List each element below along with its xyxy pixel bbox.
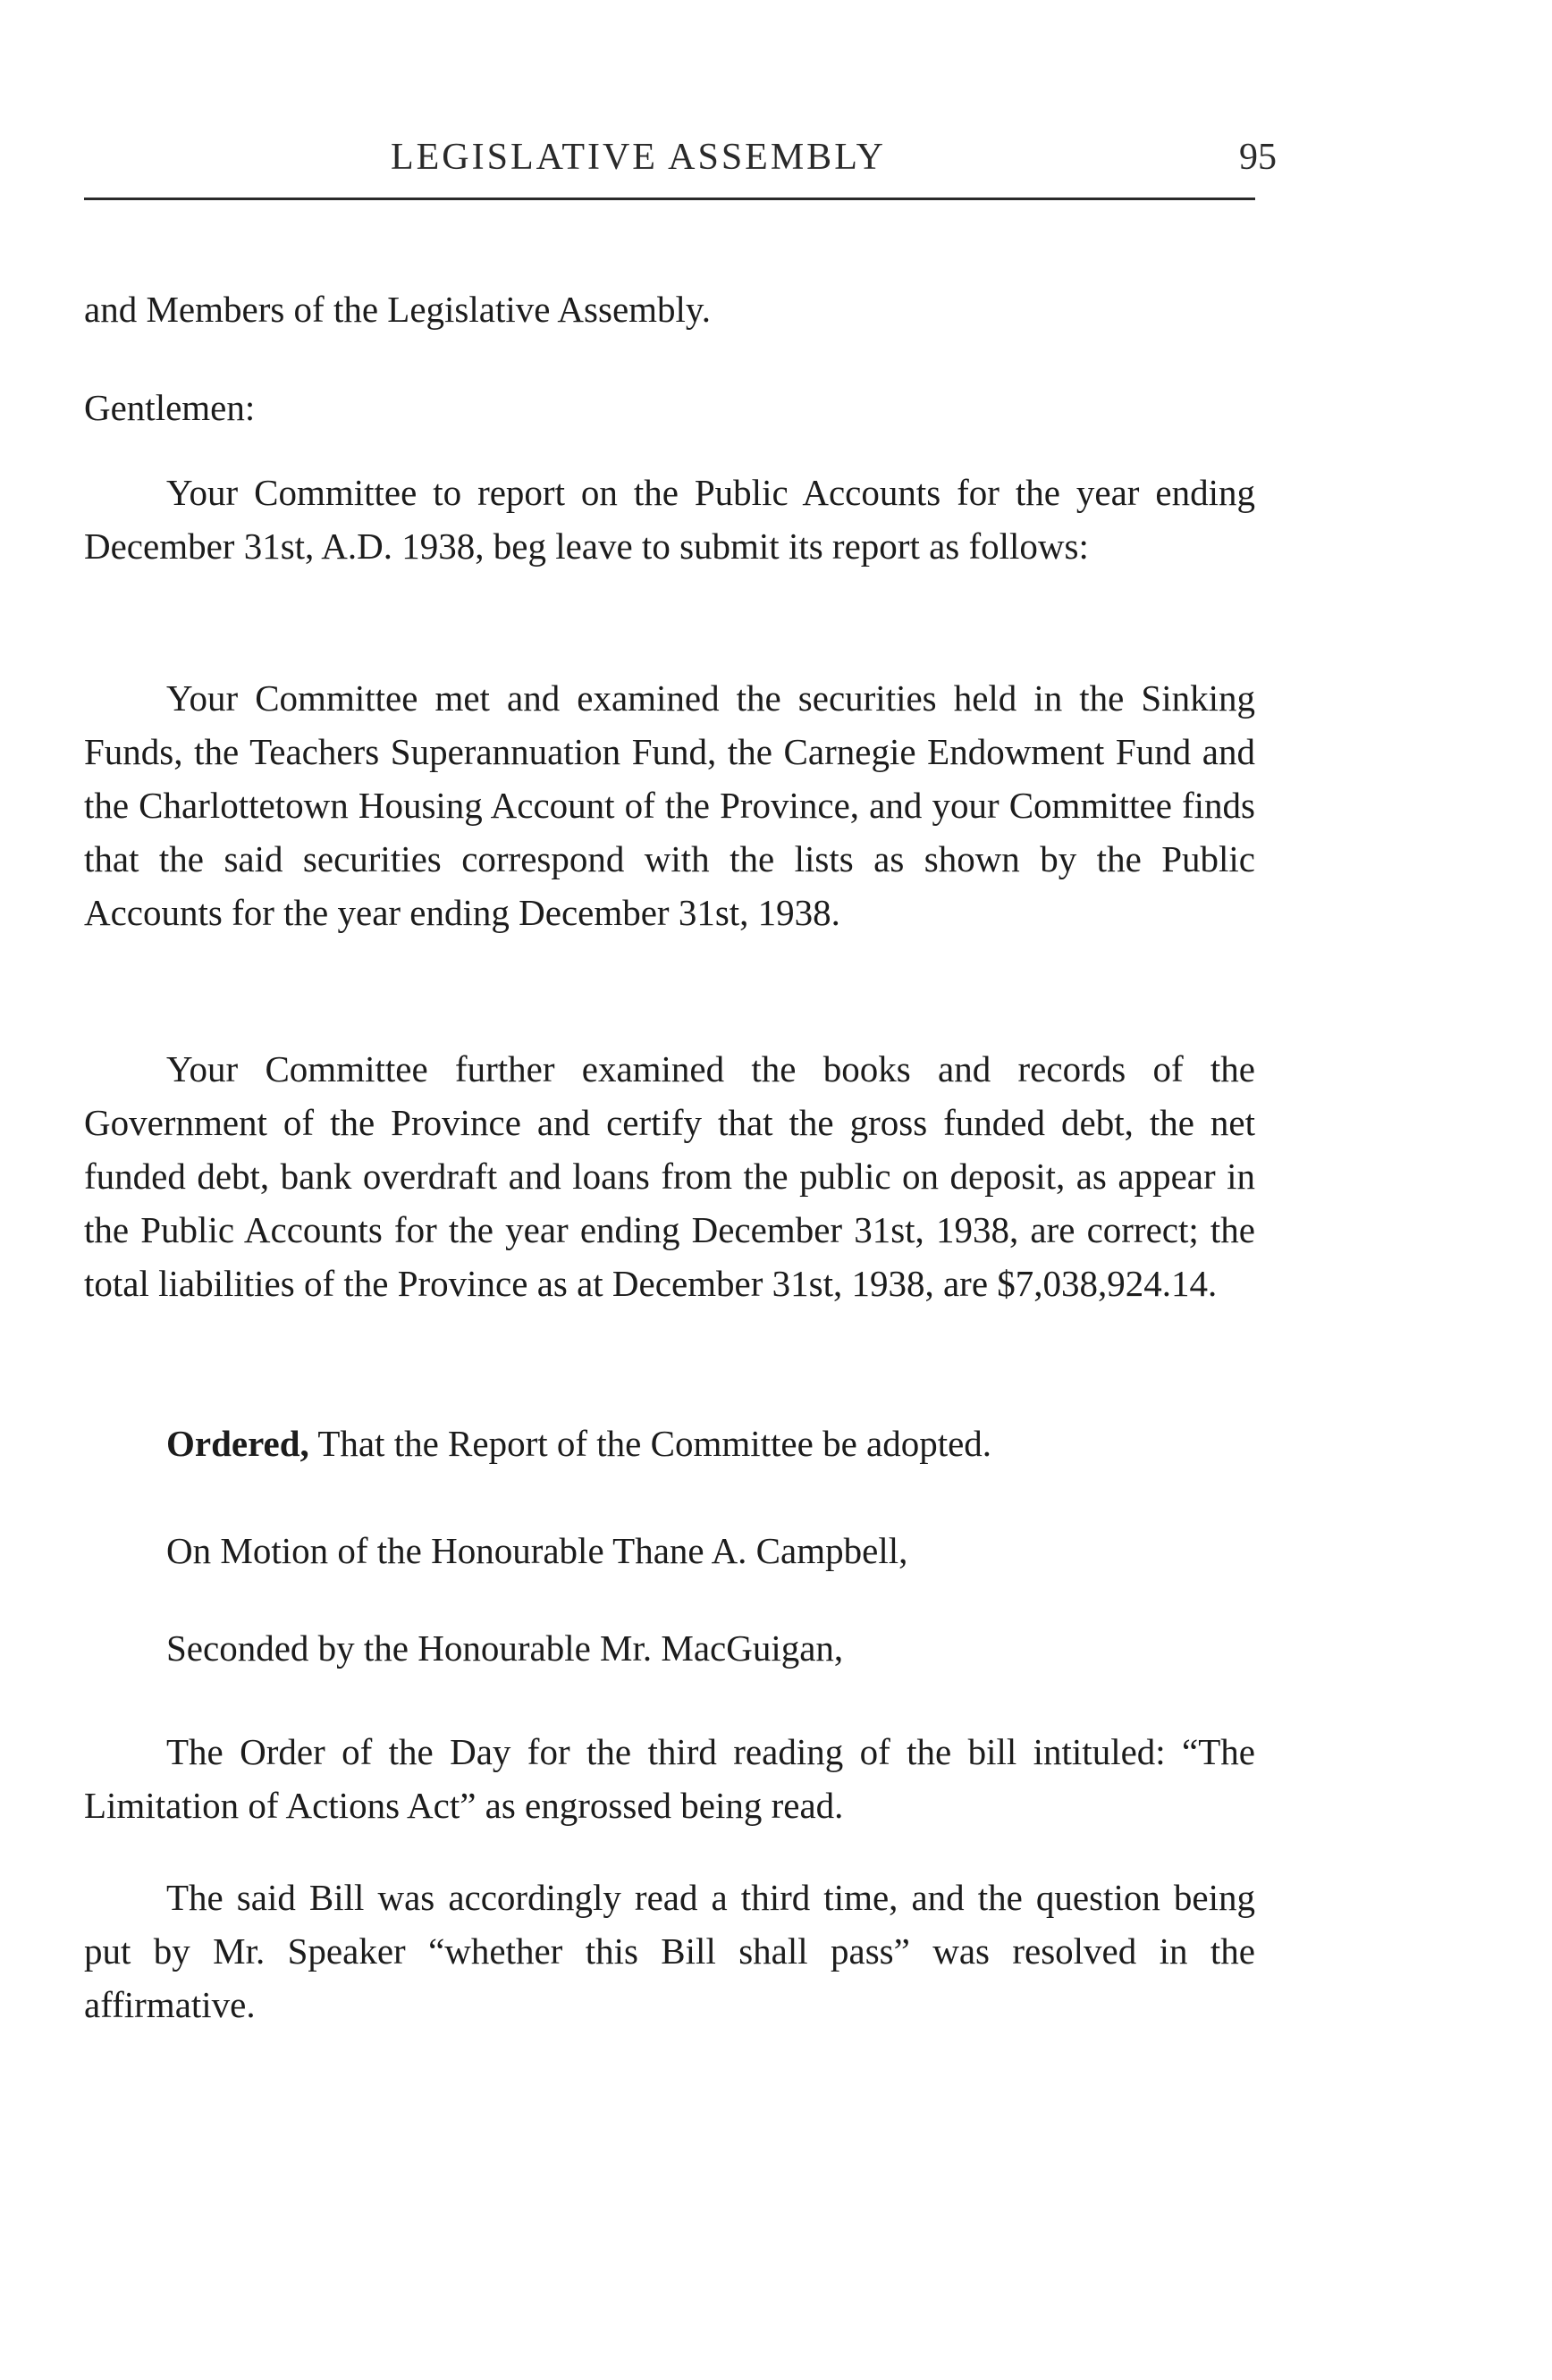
paragraph-books-and-records: Your Committee further examined the books and records of the Government of the Province and certify that the gross funded debt, the net funded debt, bank overdraft and loans from the public on deposit, as appear in the Public Accounts for the year ending December 31st, 1938, are correct; the total liabilities of the Province as at December 31st, 1938, are $7,038,924.14. bbox=[84, 1048, 1255, 1304]
seconded-line: Seconded by the Honourable Mr. MacGuigan, bbox=[166, 1627, 844, 1669]
header-rule bbox=[84, 198, 1255, 200]
greeting: Gentlemen: bbox=[84, 387, 256, 428]
ordered-text: That the Report of the Committee be adopted. bbox=[317, 1423, 992, 1464]
paragraph-bill-passed: The said Bill was accordingly read a third time, and the question being put by Mr. Speaker “whether this Bill shall pass” was resolved in the affirmative. bbox=[84, 1877, 1255, 2025]
paragraph-report-intro: Your Committee to report on the Public Accounts for the year ending December 31st, A.D. 1938, beg leave to submit its report as follows: bbox=[84, 472, 1255, 567]
page-number: 95 bbox=[1239, 137, 1277, 178]
running-title: LEGISLATIVE ASSEMBLY bbox=[391, 137, 886, 178]
ordered-label: Ordered, bbox=[166, 1423, 309, 1464]
motion-line: On Motion of the Honourable Thane A. Campbell, bbox=[166, 1530, 908, 1571]
ordered-paragraph bbox=[84, 1417, 1255, 1470]
paragraph-securities: Your Committee met and examined the securities held in the Sinking Funds, the Teachers Superannuation Fund, the Carnegie Endowment Fund and the Charlottetown Housing Account of the Province, and your Committee finds that the said securities correspond with the lists as shown by the Public Accounts for the year ending December 31st, 1938. bbox=[84, 677, 1255, 933]
salutation-continuation: and Members of the Legislative Assembly. bbox=[84, 289, 712, 330]
paragraph-order-of-the-day: The Order of the Day for the third reading of the bill intituled: “The Limitation of Actions Act” as engrossed being read. bbox=[84, 1731, 1255, 1826]
